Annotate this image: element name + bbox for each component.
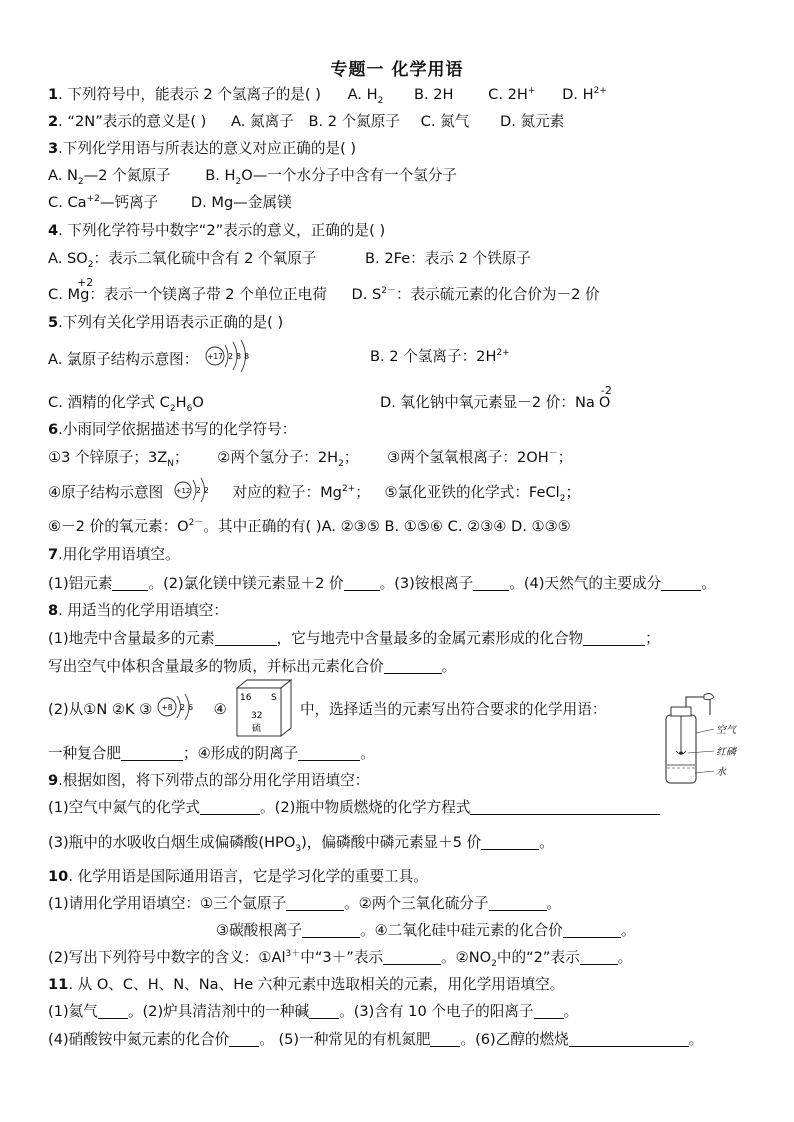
question-10: [48, 867, 428, 887]
q5-option-b: B. 2 个氢离子：$2H^{2+}$: [370, 348, 510, 365]
q3-options-row1: [48, 166, 457, 186]
q6-item-6: ⑥－2 价的氧元素：$O^{2-}$。其中正确的有( )A. ②③⑤ B. ①⑤⑥ C. ②③④ D. ①③⑤: [48, 518, 571, 535]
q5-option-a: A. 氯原子结构示意图： +17 2 8 8: [48, 347, 263, 373]
question-4: [48, 221, 385, 241]
q4-option-c: C. Mg +2 ：表示一个镁离子带 2 个单位正电荷: [48, 276, 327, 303]
q3-option-a: A. $N_2—2$ 个氮原子: [48, 167, 171, 187]
q4-option-a: A. $SO_2$：表示二氧化硫中含有 2 个氧原子: [48, 250, 317, 270]
q1-number: 1: [48, 86, 59, 103]
question-6: [48, 420, 296, 440]
svg-text:2: 2: [195, 486, 201, 495]
q8-line4: 一种复合肥 ；④形成的阴离子 。: [48, 745, 375, 762]
svg-text:+8: +8: [161, 703, 173, 712]
q11-blank-2[interactable]: [309, 1004, 339, 1019]
q10-blank-2[interactable]: [489, 896, 547, 911]
q10-line3: (2)写出下列符号中数字的含义：$①Al^{3+}$中“3＋”表示 。$②NO_2$中的“2”表示 。: [48, 949, 633, 969]
svg-text:2: 2: [179, 703, 186, 712]
q10-blank-1[interactable]: [286, 896, 344, 911]
q5-option-c: C. 酒精的化学式 $C_2H_6O$: [48, 394, 204, 414]
q5-stem: .下列有关化学用语表示正确的是( ): [58, 314, 284, 331]
svg-text:硫: 硫: [252, 724, 262, 734]
q8-line3: (2)从①N ②K ③ +8 2 6 ④ 16 S 32 硫 中，选择适当的元素写出符合要求的化学用语：: [48, 698, 606, 722]
q4-options-row1: [48, 249, 531, 269]
q9-number: 9: [48, 772, 59, 789]
q2-option-d: D. 氮元素: [499, 113, 565, 130]
q6-number: 6: [48, 421, 59, 438]
q2-option-c: C. 氮气: [420, 113, 470, 130]
q6-item-3: ③两个氢氧根离子：2OH－；: [387, 449, 573, 466]
sulfur-element-tile: [233, 678, 293, 738]
question-9: [48, 771, 369, 791]
q7-blank-2[interactable]: [344, 576, 380, 591]
q10-line2: ③碳酸根离子 。④二氧化硅中硅元素的化合价 。: [216, 922, 636, 939]
q3-option-b: B. $H_2O—$一个水分子中含有一个氢分子: [205, 167, 458, 187]
q7-blanks: (1)铝元素 。(2)氯化镁中镁元素显＋2 价 。(3)铵根离子 。(4)天然气的主要成分 。: [48, 575, 716, 592]
q8-blank-3[interactable]: [384, 659, 442, 674]
q4-stem: . 下列化学符号中数字“2”表示的意义，正确的是( ): [58, 222, 386, 239]
q9-blank-1[interactable]: [200, 800, 260, 815]
q11-line2: (4)硝酸铵中氮元素的化合价 。 (5)一种常见的有机氮肥 。(6)乙醇的燃烧 。: [48, 1031, 704, 1048]
svg-text:水: 水: [716, 767, 726, 778]
q9-line2: (3)瓶中的水吸收白烟生成偏磷酸$(HPO_3)$，偏磷酸中磷元素显＋5 价 。: [48, 834, 554, 854]
q1-option-b: B. 2H: [413, 86, 454, 103]
q9-blank-3[interactable]: [481, 835, 539, 850]
q1-option-c: C. 2H+: [488, 86, 536, 103]
q4-option-b: B. 2Fe：表示 2 个铁原子: [365, 250, 531, 267]
q8-line2: 写出空气中体积含量最多的物质，并标出元素化合价 。: [48, 658, 457, 675]
q10-blank-3[interactable]: [302, 923, 360, 938]
q5-number: 5: [48, 314, 59, 331]
q11-blank-3[interactable]: [534, 1004, 564, 1019]
q3-options-row2: [48, 193, 292, 213]
question-5: [48, 313, 283, 333]
q8-blank-2[interactable]: [583, 631, 645, 646]
q6-line2: [48, 482, 580, 504]
svg-text:+12: +12: [175, 487, 191, 495]
q3-stem: .下列化学用语与所表达的意义对应正确的是( ): [58, 140, 357, 157]
svg-text:+17: +17: [207, 352, 223, 361]
q4-number: 4: [48, 222, 59, 239]
svg-text:16: 16: [240, 693, 252, 703]
q7-stem: .用化学用语填空。: [58, 546, 180, 563]
q5-option-d: D. 氧化钠中氧元素显－2 价：Na O -2: [380, 384, 612, 411]
q10-blank-6[interactable]: [580, 950, 618, 965]
q8-number: 8: [48, 602, 59, 619]
magnesium-atom-diagram: [172, 476, 224, 504]
question-8: [48, 601, 228, 621]
question-2: [48, 112, 564, 132]
q4-option-d: D. $S^{2-}$：表示硫元素的化合价为－2 价: [351, 286, 600, 303]
q11-blank-1[interactable]: [98, 1004, 128, 1019]
q1-stem: . 下列符号中，能表示 2 个氢离子的是( ): [58, 86, 321, 103]
q6-stem: .小雨同学依据描述书写的化学符号：: [58, 421, 297, 438]
svg-text:8: 8: [236, 352, 242, 361]
question-11: [48, 975, 564, 995]
q11-blank-5[interactable]: [430, 1032, 460, 1047]
potassium-shell-diagram: [155, 692, 207, 722]
page-title: 专题一 化学用语: [330, 60, 464, 80]
q10-blank-5[interactable]: [383, 950, 441, 965]
q1-option-a: A. $H_2$: [347, 86, 384, 106]
q2-stem: . “2N”表示的意义是( ): [58, 113, 207, 130]
q3-number: 3: [48, 140, 59, 157]
svg-text:空气: 空气: [716, 725, 736, 736]
q7-number: 7: [48, 546, 59, 563]
question-7: [48, 545, 180, 565]
chlorine-atom-diagram: [203, 339, 263, 373]
question-3: [48, 139, 356, 159]
q6-item-1: ①3 个锌原子；$3Z_N$；: [48, 449, 189, 469]
q6-line1: [48, 448, 572, 468]
q6-item-2: ②两个氢分子：$2H_2$；: [217, 449, 359, 469]
q9-line1: (1)空气中氮气的化学式 。(2)瓶中物质燃烧的化学方程式: [48, 798, 660, 818]
svg-text:2: 2: [228, 352, 234, 361]
q1-option-d: D. $H^{2+}$: [562, 86, 607, 103]
svg-text:6: 6: [187, 703, 194, 712]
q11-stem: . 从 O、C、H、N、Na、He 六种元素中选取相关的元素，用化学用语填空。: [68, 976, 565, 993]
q10-stem: . 化学用语是国际通用语言，它是学习化学的重要工具。: [68, 868, 428, 885]
q8-stem: . 用适当的化学用语填空：: [58, 602, 228, 619]
q8-blank-5[interactable]: [298, 746, 360, 761]
q7-blank-3[interactable]: [473, 576, 509, 591]
q9-stem: .根据如图，将下列带点的部分用化学用语填空：: [58, 772, 370, 789]
svg-text:2: 2: [203, 486, 209, 495]
q7-blank-1[interactable]: [112, 576, 148, 591]
q3-option-c: C. $Ca^{+2}—$钙离子: [48, 194, 159, 211]
svg-text:32: 32: [251, 711, 263, 721]
svg-text:S: S: [271, 693, 278, 703]
q11-blank-4[interactable]: [229, 1032, 259, 1047]
q6-item-5: ⑤氯化亚铁的化学式：FeCl$_2$；: [384, 484, 581, 504]
q8-blank-4[interactable]: [121, 746, 183, 761]
q2-option-a: A. 氮离子: [231, 113, 294, 130]
question-1: [48, 85, 607, 105]
q6-item-4-particle: 对应的粒子：$Mg^{2+}$；: [232, 484, 370, 501]
q6-item-4: ④原子结构示意图: [48, 484, 164, 501]
q7-blank-4[interactable]: [661, 576, 701, 591]
q11-number: 11: [48, 976, 69, 993]
q3-option-d: D. Mg—金属镁: [190, 194, 292, 211]
q10-blank-4[interactable]: [563, 923, 621, 938]
q11-blank-6[interactable]: [569, 1032, 689, 1047]
q2-option-b: B. 2 个氮原子: [308, 113, 401, 130]
q8-line1: (1)地壳中含量最多的元素 ，它与地壳中含量最多的金属元素形成的化合物 ；: [48, 630, 660, 647]
q2-number: 2: [48, 113, 59, 130]
svg-text:8: 8: [244, 352, 250, 361]
q6-line3: [48, 517, 571, 537]
q10-number: 10: [48, 868, 69, 885]
q11-line1: (1)氦气 。(2)炉具清洁剂中的一种碱 。(3)含有 10 个电子的阳离子 。: [48, 1003, 579, 1020]
q4-options-row2: [48, 276, 600, 305]
q8-blank-1[interactable]: [215, 631, 277, 646]
q10-line1: (1)请用化学用语填空：①三个氩原子 。②两个三氧化硫分子 。: [48, 895, 562, 912]
q9-blank-2[interactable]: [470, 800, 660, 815]
phosphorus-combustion-apparatus: [656, 693, 766, 789]
svg-text:红磷: 红磷: [716, 747, 736, 758]
